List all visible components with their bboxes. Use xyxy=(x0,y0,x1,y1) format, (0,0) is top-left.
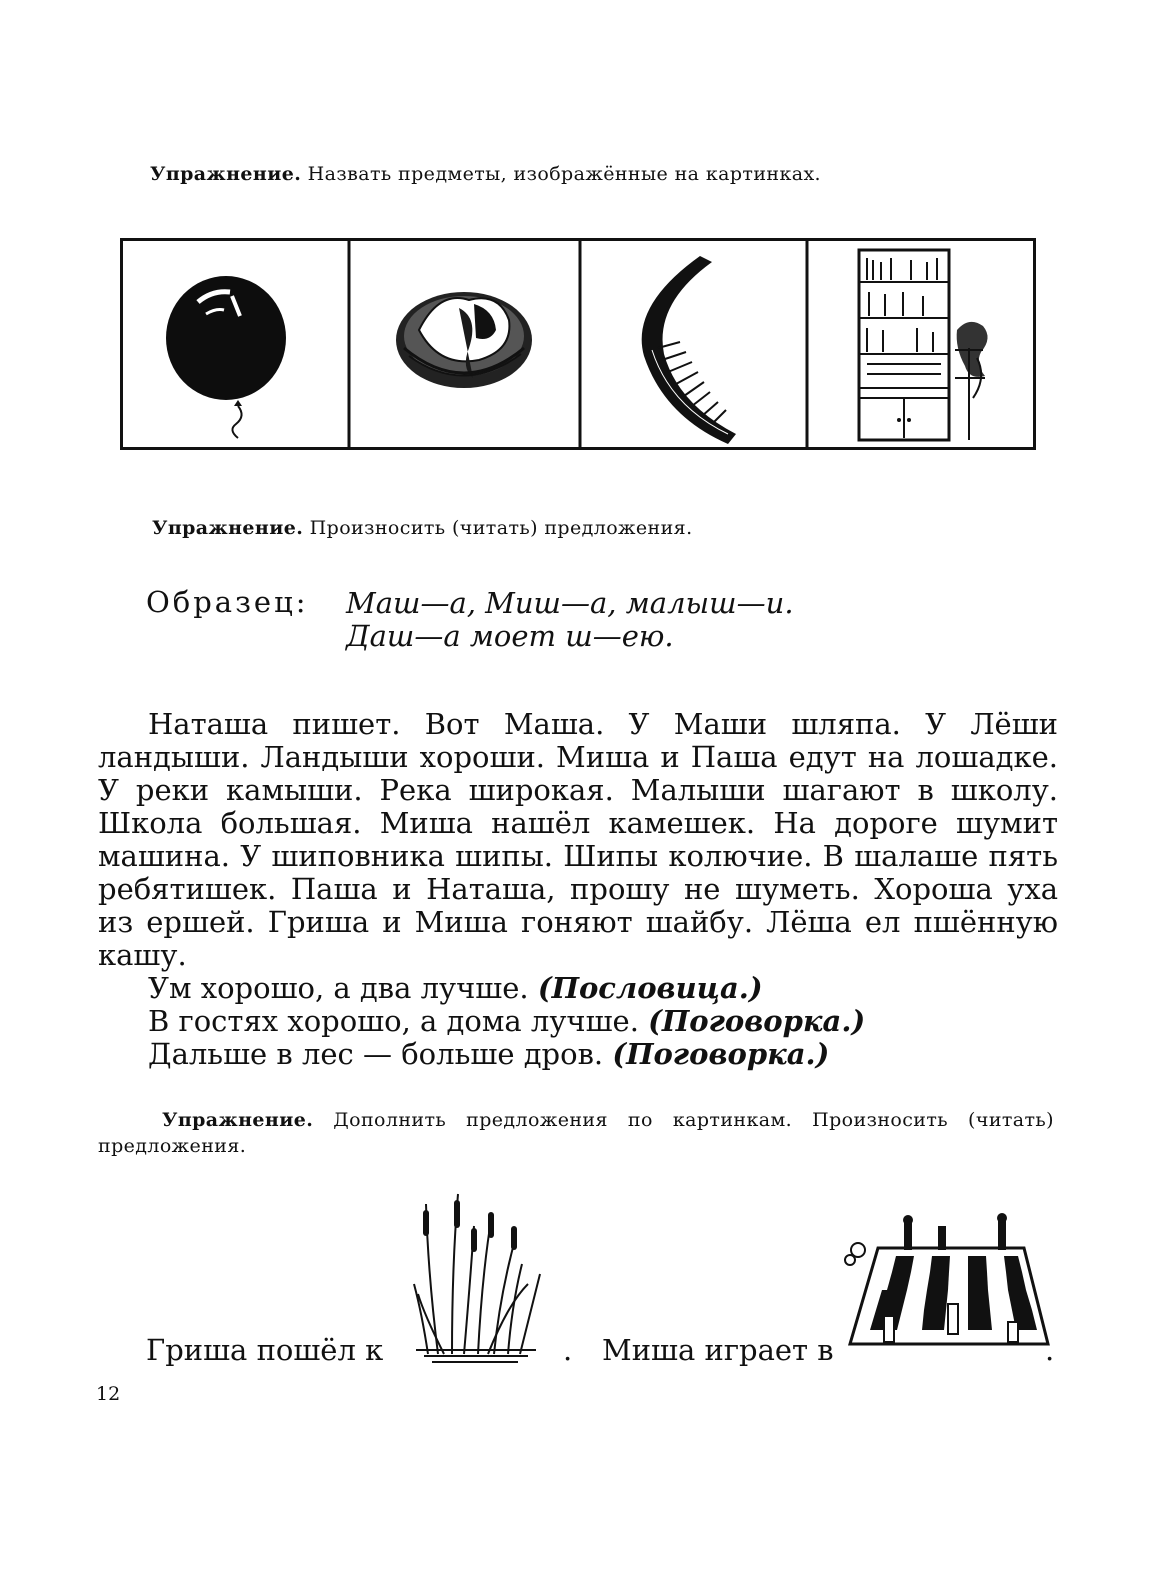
sample-label: Образец: xyxy=(146,585,309,619)
exercise-3-label: Упражнение. xyxy=(162,1109,314,1131)
fill-sentence-2: Миша играет в xyxy=(602,1333,834,1367)
exercise-1-text: Назвать предметы, изображённые на картинках. xyxy=(307,163,821,185)
proverb-3-source: (Поговорка.) xyxy=(612,1037,830,1071)
bookcase-picture xyxy=(807,238,1036,450)
reading-paragraph: Наташа пишет. Вот Маша. У Маши шляпа. У Лёши ландыши. Ландыши хороши. Миша и Паша едут на лошадке. У реки камыши. Река широкая. Малыши шагают в школу. Школа большая. Миша нашёл камешек. На дороге шумит машина. У шиповника шипы. Шипы колючие. В шалаше пять ребятишек. Паша и Наташа, прошу не шуметь. Хороша уха из ершей. Гриша и Миша гоняют шайбу. Лёша ел пшённую кашу. xyxy=(98,707,1058,972)
fill-sentence-1: Гриша пошёл к xyxy=(146,1333,384,1367)
exercise-2-text: Произносить (читать) предложения. xyxy=(309,517,693,539)
fill-period-1: . xyxy=(563,1333,573,1367)
exercise-2-label: Упражнение. xyxy=(152,517,304,539)
proverb-1-text: Ум хорошо, а два лучше. xyxy=(148,971,529,1005)
proverb-2-text: В гостях хорошо, а дома лучше. xyxy=(148,1004,639,1038)
proverb-1-source: (Пословица.) xyxy=(537,971,763,1005)
exercise-3-text: Дополнить предложения по картинкам. Произносить (читать) предложения. xyxy=(98,1109,1054,1157)
exercise-1-instruction xyxy=(150,162,1050,188)
nest-picture xyxy=(349,238,580,450)
proverb-2-source: (Поговорка.) xyxy=(648,1004,866,1038)
reeds-picture xyxy=(408,1186,544,1366)
sample-line-2: Даш—а моет ш—ею. xyxy=(346,619,674,653)
chess-picture xyxy=(838,1212,1054,1368)
sample-line-1: Маш—а, Миш—а, малыш—и. xyxy=(346,586,794,620)
comb-picture xyxy=(580,238,807,450)
exercise-3-instruction xyxy=(98,1108,1054,1159)
balloon-picture xyxy=(120,238,349,450)
proverb-1 xyxy=(98,972,1058,1005)
exercise-2-instruction xyxy=(152,516,1052,542)
proverb-3-text: Дальше в лес — больше дров. xyxy=(148,1037,604,1071)
exercise-1-label: Упражнение. xyxy=(150,163,302,185)
fill-period-2: . xyxy=(1045,1333,1055,1367)
reading-block xyxy=(98,708,1058,1071)
proverb-3 xyxy=(98,1038,1058,1071)
proverb-2 xyxy=(98,1005,1058,1038)
picture-strip xyxy=(120,238,1036,450)
page-number: 12 xyxy=(96,1383,121,1405)
